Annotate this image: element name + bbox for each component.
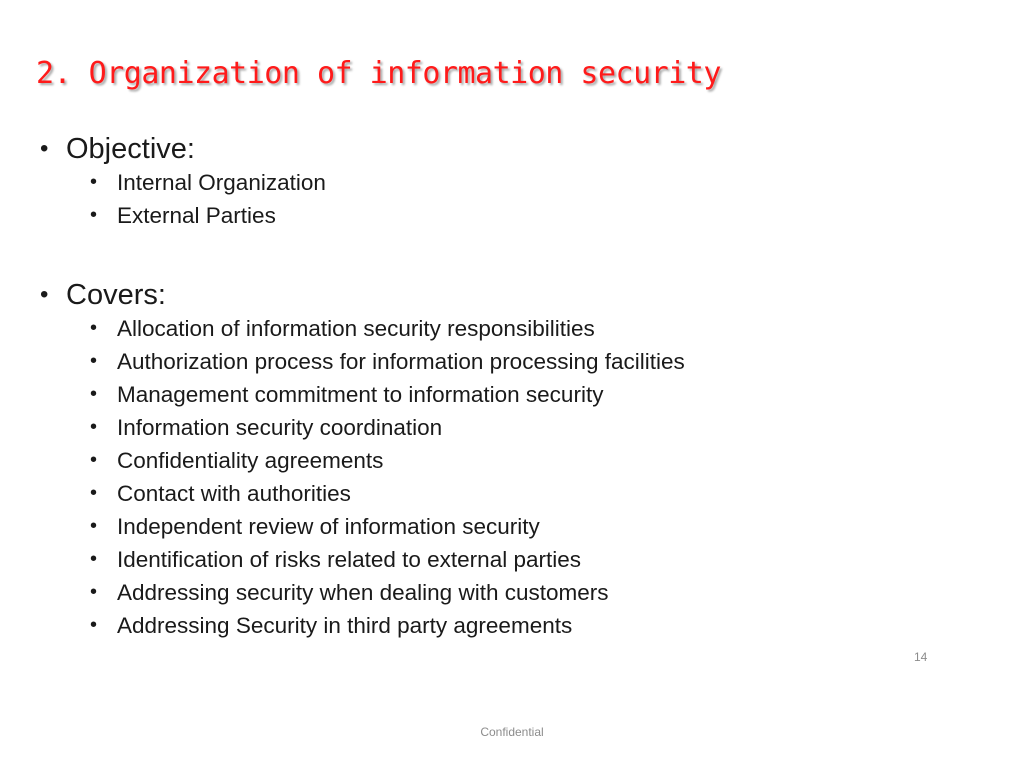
list-item — [40, 510, 685, 543]
list-item — [40, 378, 685, 411]
list-item — [40, 543, 685, 576]
list-item — [40, 411, 685, 444]
list-item-text: External Parties — [117, 203, 276, 228]
bullet-icon: • — [90, 581, 98, 603]
list-item — [40, 444, 685, 477]
page-number: 14 — [914, 650, 928, 664]
bullet-icon: • — [40, 281, 49, 308]
list-item-text: Allocation of information security responsibilities — [117, 316, 595, 341]
list-item-text: Contact with authorities — [117, 481, 351, 506]
list-item-text: Management commitment to information security — [117, 382, 604, 407]
list-item-text: Authorization process for information processing facilities — [117, 349, 685, 374]
covers-heading-row — [40, 278, 685, 312]
objective-heading: Objective: — [66, 133, 195, 165]
list-item-text: Addressing security when dealing with customers — [117, 580, 609, 605]
footer-confidential: Confidential — [480, 725, 544, 739]
bullet-icon: • — [90, 171, 98, 193]
list-item — [40, 576, 685, 609]
objective-heading-row — [40, 132, 326, 166]
bullet-icon: • — [90, 515, 98, 537]
objective-list — [40, 166, 326, 232]
list-item-text: Confidentiality agreements — [117, 448, 384, 473]
objective-section — [40, 132, 326, 232]
covers-section — [40, 278, 685, 642]
list-item — [40, 199, 326, 232]
list-item-text: Identification of risks related to external parties — [117, 547, 581, 572]
slide-title: 2. Organization of information security — [36, 56, 721, 91]
bullet-icon: • — [40, 135, 49, 162]
bullet-icon: • — [90, 482, 98, 504]
bullet-icon: • — [90, 548, 98, 570]
covers-list — [40, 312, 685, 642]
list-item-text: Internal Organization — [117, 170, 326, 195]
bullet-icon: • — [90, 383, 98, 405]
bullet-icon: • — [90, 204, 98, 226]
bullet-icon: • — [90, 350, 98, 372]
bullet-icon: • — [90, 614, 98, 636]
list-item — [40, 166, 326, 199]
list-item-text: Addressing Security in third party agreements — [117, 613, 573, 638]
list-item — [40, 477, 685, 510]
list-item — [40, 609, 685, 642]
bullet-icon: • — [90, 416, 98, 438]
list-item-text: Information security coordination — [117, 415, 443, 440]
bullet-icon: • — [90, 449, 98, 471]
covers-heading: Covers: — [66, 279, 166, 311]
list-item — [40, 345, 685, 378]
bullet-icon: • — [90, 317, 98, 339]
list-item-text: Independent review of information security — [117, 514, 540, 539]
list-item — [40, 312, 685, 345]
